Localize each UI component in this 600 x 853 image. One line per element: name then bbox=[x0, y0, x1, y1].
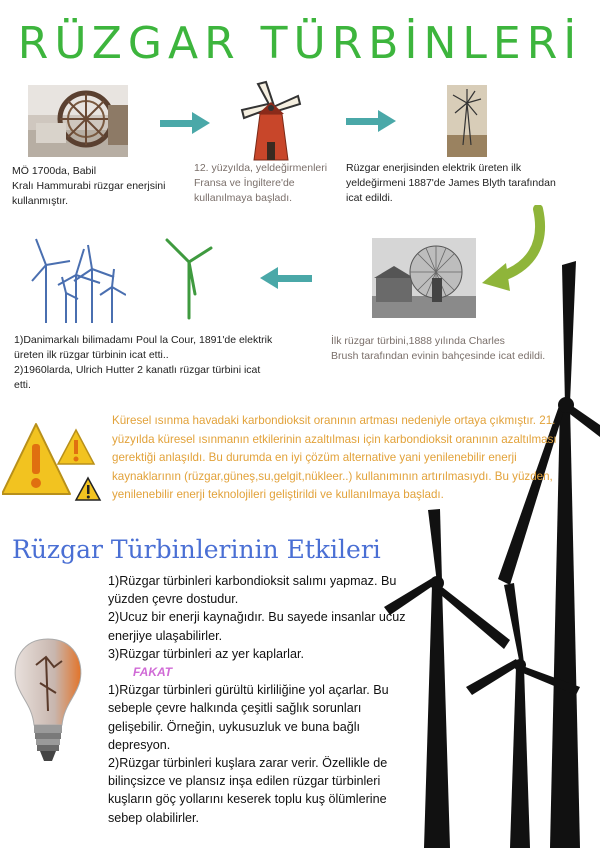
negative-effect-1: 1)Rüzgar türbinleri gürültü kirliliğine yol açarlar. Bu sebeple çevre halkında çeşitli sağlık sorunları gelişebilir. Örneğin, uykusuzluk ve buna bağlı depresyon. bbox=[108, 683, 389, 752]
effects-heading: Rüzgar Türbinlerinin Etkileri bbox=[12, 535, 381, 564]
arrow-right-icon bbox=[346, 108, 396, 139]
step4-line1: İlk rüzgar türbini,1888 yılında Charles bbox=[331, 335, 505, 347]
blyth-windmill-photo bbox=[447, 85, 487, 157]
step2-line1: 12. yüzyılda, yeldeğirmenleri bbox=[194, 162, 328, 174]
page-title: RÜZGAR TÜRBİNLERİ bbox=[17, 18, 583, 69]
windmill-icon bbox=[238, 80, 304, 171]
positive-effect-2: 2)Ucuz bir enerji kaynağıdır. Bu sayede insanlar ucuz enerjiye ulaşabilirler. bbox=[108, 610, 406, 643]
warning-icon bbox=[2, 420, 102, 509]
step2-line3: kullanılmaya başladı. bbox=[194, 192, 293, 204]
global-warming-paragraph: Küresel ısınma havadaki karbondioksit oranının artması nedeniyle ortaya çıkmıştır. 21. yüzyılda küresel ısınmanın etkilerinin azaltılması için karbondioksit oranının azaltılması gerektiği anlaşıldı. Bu durumda en iyi çözüm alternative yani yenilenebilir enerji kaynaklarının (rüzgar,güneş,su,gelgit,nükleer..) kullanımının artırılmasıydı. Bu yüzden, yenilenebilir enerji teknolojileri geliştirildi ve kullanılmaya başladı. bbox=[112, 414, 557, 502]
arrow-right-icon bbox=[160, 110, 210, 141]
step1-line1: MÖ 1700da, Babil bbox=[12, 165, 97, 177]
effects-list bbox=[108, 572, 408, 827]
negative-effect-2: 2)Rüzgar türbinleri kuşlara zarar verir. Özellikle de bilinçsizce ve plansız inşa edilen rüzgar türbinleri kuşların göç yollarını keserek toplu kuş ölümlerine sebep olabilirler. bbox=[108, 756, 388, 825]
step1-line2: Kralı Hammurabi rüzgar enerjsini bbox=[12, 180, 166, 192]
step1-line3: kullanmıştır. bbox=[12, 195, 69, 207]
green-turbine-icon bbox=[165, 236, 213, 325]
step3-line2: yeldeğirmeni 1887'de James Blyth tarafından bbox=[346, 177, 556, 189]
turbine-silhouettes-image bbox=[380, 255, 600, 853]
step5-line4: etti. bbox=[14, 379, 31, 391]
step3-line3: icat edildi. bbox=[346, 192, 393, 204]
step5-line3: 2)1960larda, Ulrich Hutter 2 kanatlı rüzgar türbini icat bbox=[14, 364, 261, 376]
arrow-left-icon bbox=[260, 265, 312, 296]
positive-effect-1: 1)Rüzgar türbinleri karbondioksit salımı yapmaz. Bu yüzden çevre dostudur. bbox=[108, 574, 397, 607]
fakat-label: FAKAT bbox=[133, 665, 173, 680]
water-wheel-photo bbox=[28, 85, 128, 157]
wind-farm-icon bbox=[30, 235, 126, 330]
step2-line2: Fransa ve İngiltere'de bbox=[194, 177, 295, 189]
positive-effect-3: 3)Rüzgar türbinleri az yer kaplarlar. bbox=[108, 646, 304, 661]
lightbulb-icon bbox=[10, 635, 86, 772]
step5-line2: üreten ilk rüzgar türbinin icat etti.. bbox=[14, 349, 169, 361]
step3-line1: Rüzgar enerjisinden elektrik üreten ilk bbox=[346, 162, 522, 174]
step4-line2: Brush tarafından evinin bahçesinde icat edildi. bbox=[331, 350, 546, 362]
step5-line1: 1)Danimarkalı bilimadamı Poul la Cour, 1891'de elektrik bbox=[14, 334, 273, 346]
